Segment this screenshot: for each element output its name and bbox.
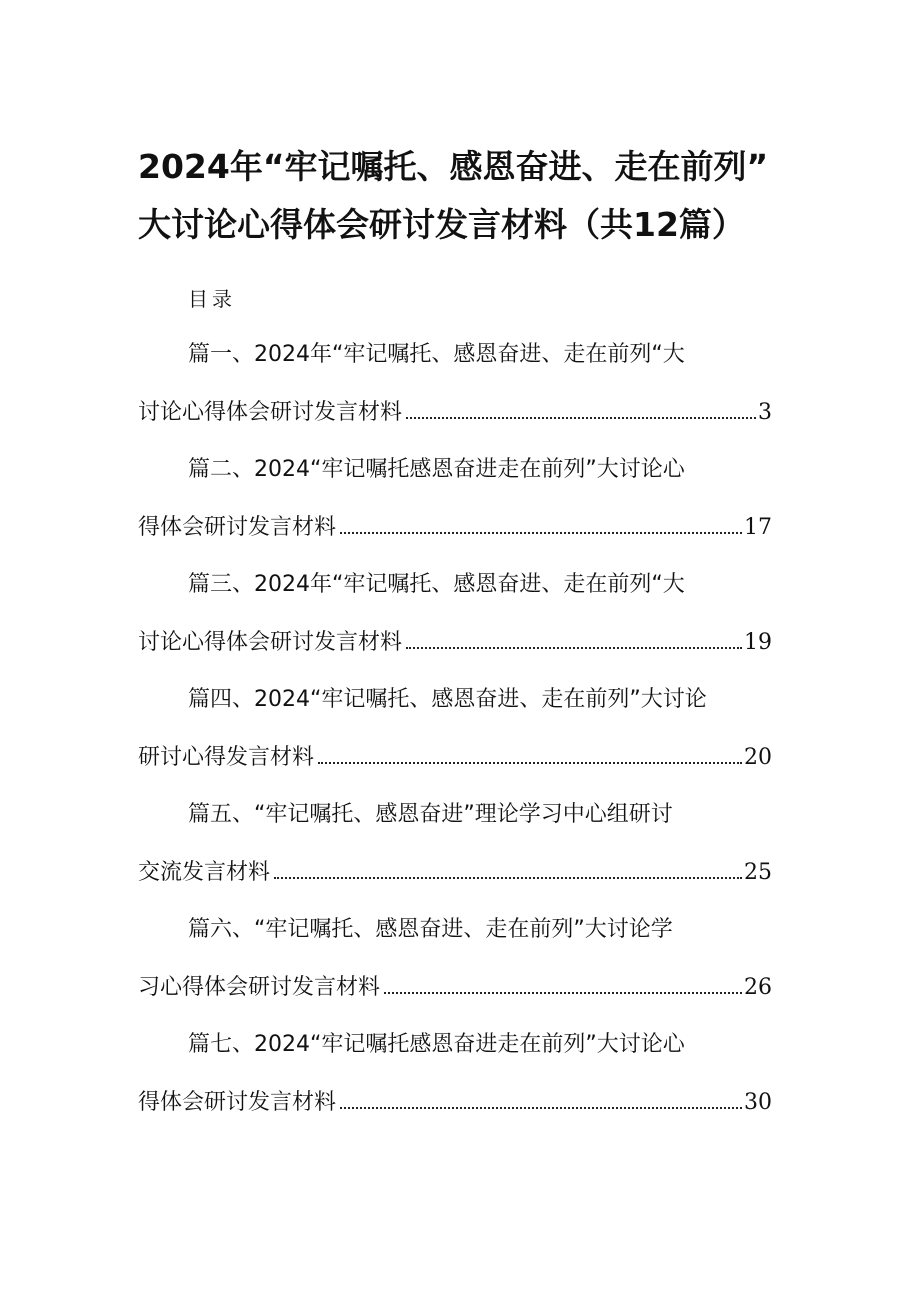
toc-entry[interactable] bbox=[138, 915, 772, 1030]
dot-leader bbox=[406, 646, 742, 649]
toc-entry-title-cont: 研讨心得发言材料 bbox=[138, 745, 315, 770]
toc-entry-continuation bbox=[138, 628, 772, 658]
dot-leader bbox=[318, 761, 742, 764]
dot-leader bbox=[274, 876, 742, 879]
toc-entry[interactable] bbox=[138, 455, 772, 570]
toc-heading: 目录 bbox=[188, 287, 236, 311]
title-line-1: 2024年“牢记嘱托、感恩奋进、走在前列” bbox=[138, 147, 769, 186]
toc-entry-title-cont: 习心得体会研讨发言材料 bbox=[138, 975, 381, 1000]
table-of-contents bbox=[138, 340, 772, 1145]
title-line-2: 大讨论心得体会研讨发言材料（共12篇） bbox=[138, 205, 745, 244]
toc-entry-title: 篇五、“牢记嘱托、感恩奋进”理论学习中心组研讨 bbox=[188, 802, 673, 827]
document-title bbox=[138, 138, 838, 254]
dot-leader bbox=[384, 991, 742, 994]
toc-page-number: 17 bbox=[744, 515, 772, 540]
toc-entry[interactable] bbox=[138, 685, 772, 800]
toc-entry[interactable] bbox=[138, 1030, 772, 1145]
toc-page-number: 19 bbox=[744, 630, 772, 655]
dot-leader bbox=[340, 1106, 742, 1109]
toc-entry[interactable] bbox=[138, 800, 772, 915]
toc-entry[interactable] bbox=[138, 570, 772, 685]
toc-page-number: 30 bbox=[744, 1090, 772, 1115]
toc-entry-title: 篇一、2024年“牢记嘱托、感恩奋进、走在前列“大 bbox=[188, 342, 685, 367]
toc-entry[interactable] bbox=[138, 340, 772, 455]
toc-entry-continuation bbox=[138, 398, 772, 428]
toc-entry-title: 篇三、2024年“牢记嘱托、感恩奋进、走在前列“大 bbox=[188, 572, 685, 597]
toc-entry-continuation bbox=[138, 973, 772, 1003]
toc-entry-title-cont: 交流发言材料 bbox=[138, 860, 271, 885]
toc-entry-title: 篇七、2024“牢记嘱托感恩奋进走在前列”大讨论心 bbox=[188, 1032, 685, 1057]
toc-entry-continuation bbox=[138, 513, 772, 543]
dot-leader bbox=[406, 416, 756, 419]
toc-entry-title: 篇四、2024“牢记嘱托、感恩奋进、走在前列”大讨论 bbox=[188, 687, 707, 712]
toc-entry-title-cont: 得体会研讨发言材料 bbox=[138, 515, 337, 540]
toc-entry-continuation bbox=[138, 743, 772, 773]
toc-entry-title: 篇二、2024“牢记嘱托感恩奋进走在前列”大讨论心 bbox=[188, 457, 685, 482]
toc-entry-title-cont: 得体会研讨发言材料 bbox=[138, 1090, 337, 1115]
dot-leader bbox=[340, 531, 742, 534]
toc-page-number: 3 bbox=[758, 400, 772, 425]
toc-page-number: 25 bbox=[744, 860, 772, 885]
toc-entry-title-cont: 讨论心得体会研讨发言材料 bbox=[138, 400, 403, 425]
toc-page-number: 26 bbox=[744, 975, 772, 1000]
toc-entry-continuation bbox=[138, 1088, 772, 1118]
toc-entry-title: 篇六、“牢记嘱托、感恩奋进、走在前列”大讨论学 bbox=[188, 917, 673, 942]
toc-entry-title-cont: 讨论心得体会研讨发言材料 bbox=[138, 630, 403, 655]
toc-page-number: 20 bbox=[744, 745, 772, 770]
toc-entry-continuation bbox=[138, 858, 772, 888]
